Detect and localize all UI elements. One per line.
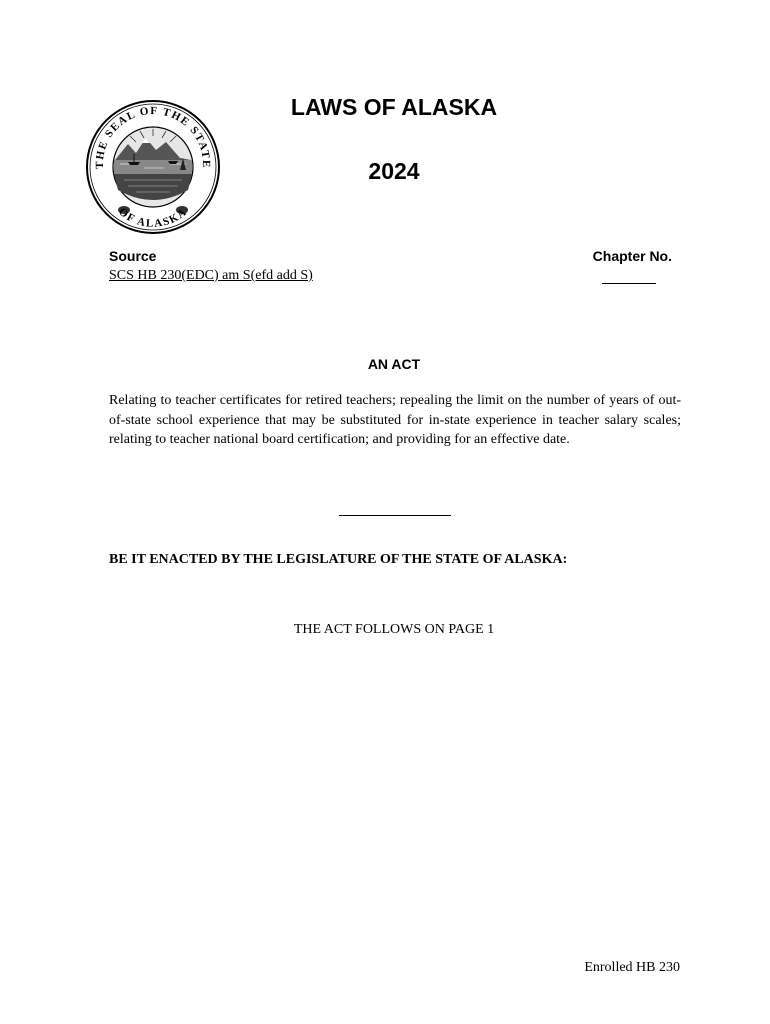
separator-rule <box>339 515 451 516</box>
act-follows-note: THE ACT FOLLOWS ON PAGE 1 <box>293 622 495 637</box>
source-label: Source <box>109 248 157 264</box>
source-value: SCS HB 230(EDC) am S(efd add S) <box>109 268 313 283</box>
act-title-text: Relating to teacher certificates for retired teachers; repealing the limit on the number of years of out-of-state school experience that may be substituted for in-state experience in teacher salary scales; relating to teacher national board certification; and providing for an effective date. <box>109 393 681 447</box>
seal-bottom-text: OF ALASKA <box>116 205 190 230</box>
seal-top-text: THE SEAL OF THE STATE <box>93 104 213 169</box>
svg-text:OF ALASKA <box>116 206 189 230</box>
document-title: LAWS OF ALASKA <box>290 94 498 120</box>
footer-bill-id: Enrolled HB 230 <box>584 960 680 975</box>
enacting-clause: BE IT ENACTED BY THE LEGISLATURE OF THE STATE OF ALASKA: <box>109 552 568 567</box>
act-heading: AN ACT <box>367 356 421 372</box>
chapter-label: Chapter No. <box>592 248 672 264</box>
document-year: 2024 <box>368 158 420 184</box>
chapter-number-blank <box>602 283 656 284</box>
